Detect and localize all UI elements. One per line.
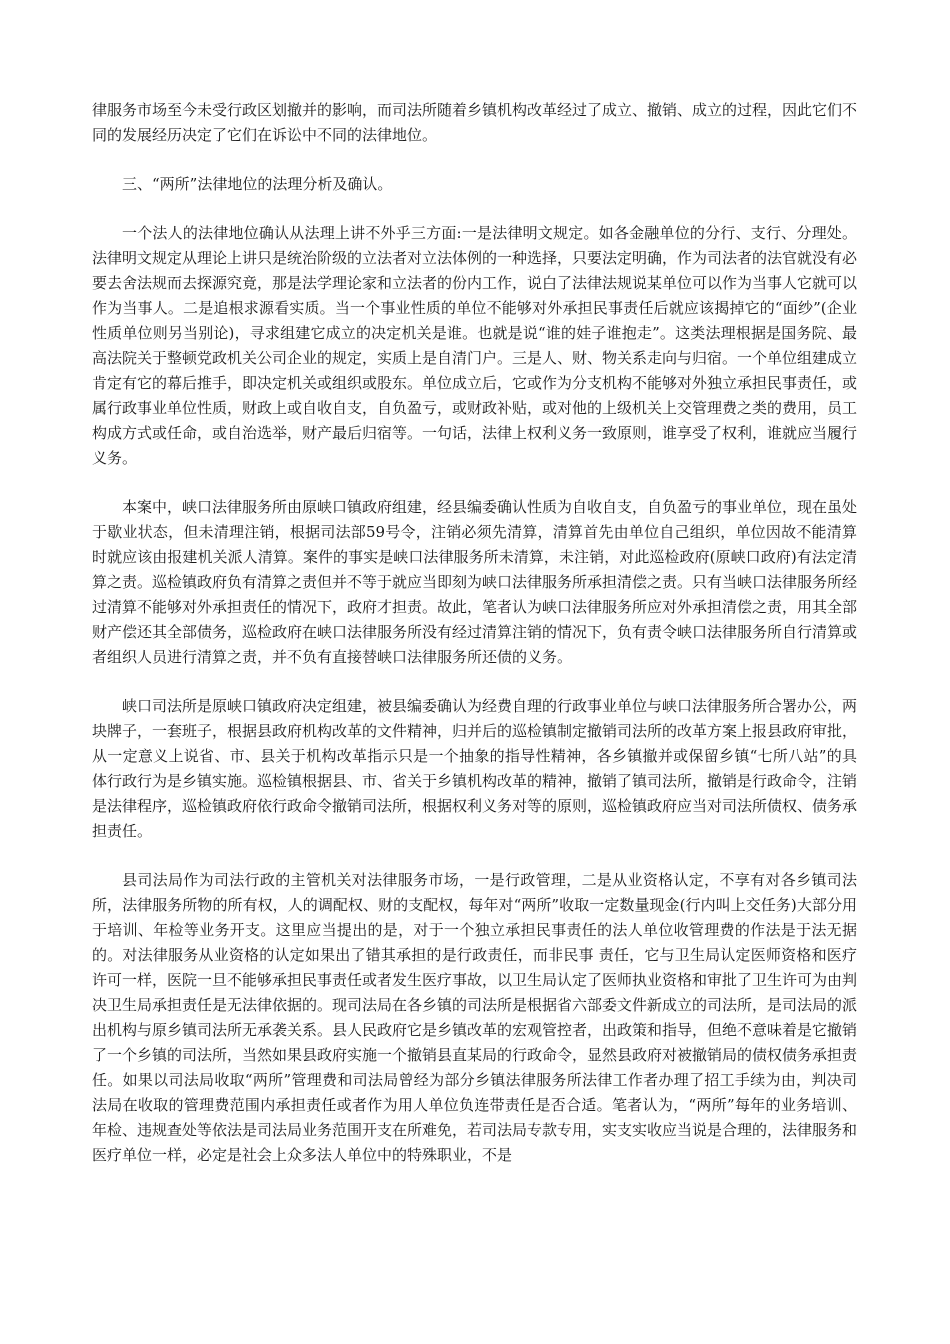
document-body (92, 98, 857, 1192)
paragraph-judicial-office: 峡口司法所是原峡口镇政府决定组建，被县编委确认为经费自理的行政事业单位与峡口法律服务所合署办公，两块牌子，一套班子，根据县政府机构改革的文件精神，归并后的巡检镇制定撤销司法所的改革方案上报县政府审批，从一定意义上说省、市、县关于机构改革指示只是一个抽象的指导性精神，各乡镇撤并或保留乡镇“七所八站”的具体行政行为是乡镇实施。巡检镇根据县、市、省关于乡镇机构改革的精神，撤销了镇司法所，撤销是行政命令，注销是法律程序，巡检镇政府依行政命令撤销司法所，根据权利义务对等的原则，巡检镇政府应当对司法所债权、债务承担责任。 (92, 697, 858, 840)
section-heading: 三、“两所”法律地位的法理分析及确认。 (122, 175, 393, 193)
paragraph-continuation: 律服务市场至今未受行政区划撤并的影响，而司法所随着乡镇机构改革经过了成立、撤销、成立的过程，因此它们不同的发展经历决定了它们在诉讼中不同的法律地位。 (92, 101, 858, 144)
paragraph-county-justice-bureau: 县司法局作为司法行政的主管机关对法律服务市场，一是行政管理，二是从业资格认定，不享有对各乡镇司法所，法律服务所物的所有权，人的调配权、财的支配权，每年对“两所”收取一定数量现金(行内叫上交任务)大部分用于培训、年检等业务开支。这里应当提出的是，对于一个独立承担民事责任的法人单位收管理费的作法是于法无据的。对法律服务从业资格的认定如果出了错其承担的是行政责任，而非民事 责任，它与卫生局认定医师资格和医疗许可一样，医院一旦不能够承担民事责任或者发生医疗事故，以卫生局认定了医师执业资格和审批了卫生许可为由判决卫生局承担责任是无法律依据的。现司法局在各乡镇的司法所是根据省六部委文件新成立的司法所，是司法局的派出机构与原乡镇司法所无承袭关系。县人民政府它是乡镇改革的宏观管控者，出政策和指导，但绝不意味着是它撤销了一个乡镇的司法所，当然如果县政府实施一个撤销县直某局的行政命令，显然县政府对被撤销局的债权债务承担责任。如果以司法局收取“两所”管理费和司法局曾经为部分乡镇法律服务所法律工作者办理了招工手续为由，判决司法局在收取的管理费范围内承担责任或者作为用人单位负连带责任是否合适。笔者认为，“两所”每年的业务培训、年检、违规查处等依法是司法局业务范围开支在所难免，若司法局专款专用，实支实收应当说是合理的，法律服务和医疗单位一样，必定是社会上众多法人单位中的特殊职业，不是 (92, 871, 858, 1164)
paragraph-legal-theory: 一个法人的法律地位确认从法理上讲不外乎三方面:一是法律明文规定。如各金融单位的分行、支行、分理处。法律明文规定从理论上讲只是统治阶级的立法者对立法体例的一种选择，只要法定明确，作为司法者的法官就没有必要去舍法规而去探源究竟，那是法学理论家和立法者的份内工作，说白了法律法规说某单位可以作为当事人它就可以作为当事人。二是追根求源看实质。当一个事业性质的单位不能够对外承担民事责任后就应该揭掉它的“面纱”(企业性质单位则另当别论)，寻求组建它成立的决定机关是谁。也就是说“谁的娃子谁抱走”。这类法理根据是国务院、最高法院关于整顿党政机关公司企业的规定，实质上是自清门户。三是人、财、物关系走向与归宿。一个单位组建成立肯定有它的幕后推手，即决定机关或组织或股东。单位成立后，它或作为分支机构不能够对外独立承担民事责任，或属行政事业单位性质，财政上或自收自支，自负盈亏，或财政补贴，或对他的上级机关上交管理费之类的费用，员工构成方式或任命，或自治选举，财产最后归宿等。一句话，法律上权利义务一致原则，谁享受了权利，谁就应当履行义务。 (92, 224, 858, 467)
paragraph-legal-service-office: 本案中，峡口法律服务所由原峡口镇政府组建，经县编委确认性质为自收自支，自负盈亏的事业单位，现在虽处于歇业状态，但未清理注销，根据司法部59号令，注销必须先清算，清算首先由单位自己组织，单位因故不能清算时就应该由报建机关派人清算。案件的事实是峡口法律服务所未清算，未注销，对此巡检政府(原峡口政府)有法定清算之责。巡检镇政府负有清算之责但并不等于就应当即刻为峡口法律服务所承担清偿之责。只有当峡口法律服务所经过清算不能够对外承担责任的情况下，政府才担责。故此，笔者认为峡口法律服务所应对外承担清偿之责，用其全部财产偿还其全部债务，巡检政府在峡口法律服务所没有经过清算注销的情况下，负有责令峡口法律服务所自行清算或者组织人员进行清算之责，并不负有直接替峡口法律服务所还债的义务。 (92, 498, 858, 666)
